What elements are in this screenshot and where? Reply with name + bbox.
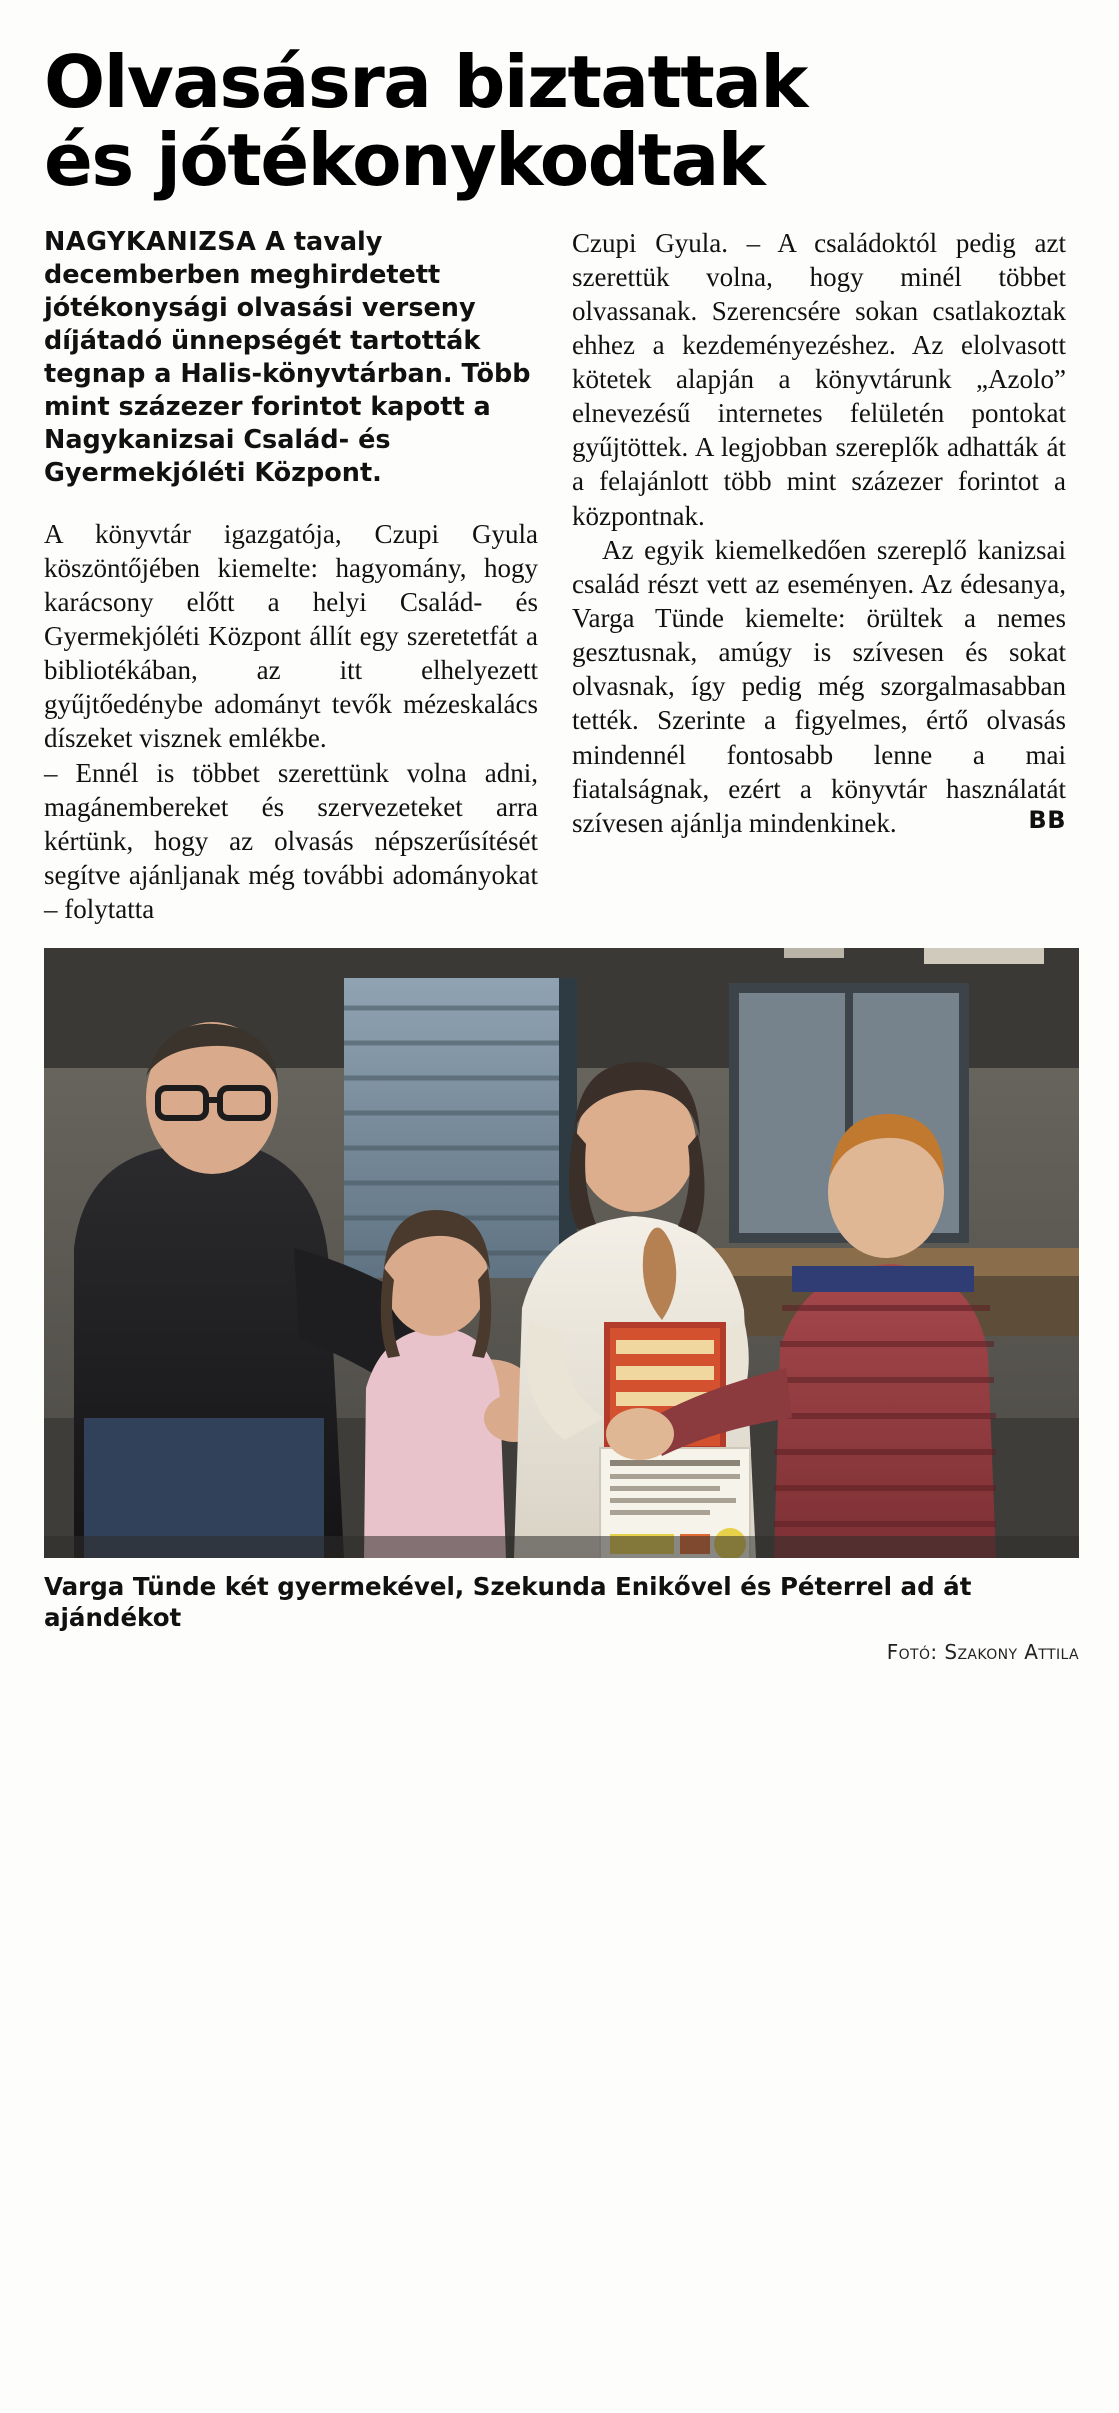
- photo-credit: [44, 1640, 1079, 1664]
- photo-figure: [44, 948, 1079, 1558]
- dateline-kicker: NAGYKANIZSA: [44, 226, 257, 257]
- column-right: [572, 226, 1066, 927]
- photo-credit-name: Szakony Attila: [944, 1640, 1079, 1665]
- headline-line-2: és jótékonykodtak: [44, 117, 765, 202]
- lead-paragraph: [44, 226, 538, 491]
- photo-illustration: [44, 948, 1079, 1558]
- page-title: [0, 0, 1119, 200]
- right-paragraph-2: Az egyik kiemelkedően szereplő kanizsai család részt vett az eseményen. Az édesanya, Varga Tünde kiemelte: örültek a nemes gesztusnak, amúgy is szívesen és sokat olvasnak, így pedig még szorgalmasabban tették. Szerinte a figyelmes, értő olvasás mindennél fontosabb lenne a mai fiatalságnak, ezért a könyvtár használatát szívesen ajánlja mindenkinek.: [572, 534, 1066, 838]
- photo-credit-label: Fotó:: [886, 1640, 938, 1665]
- left-paragraph-1: A könyvtár igazgatója, Czupi Gyula köszöntőjében kiemelte: hagyomány, hogy karácsony előtt a helyi Család- és Gyermekjóléti Központ állít egy szeretetfát a bibliotékában, az itt elhelyezett gyűjtőedénybe adományt tevők mézeskalács díszeket visznek emlékbe.: [44, 518, 538, 754]
- lead-text: A tavaly decemberben meghirdetett jótékonysági olvasási verseny díjátadó ünnepségét tartották tegnap a Halis-könyvtárban. Több mint százezer forintot kapott a Nagykanizsai Család- és Gyermekjóléti Központ.: [44, 226, 531, 489]
- right-paragraph-1: Czupi Gyula. – A családoktól pedig azt szerettük volna, hogy minél többet olvassanak. Szerencsére sokan csatlakoztak ehhez a kezdeményezéshez. Az elolvasott kötetek alapján a könyvtárunk „Azolo” elnevezésű internetes felületén pontokat gyűjtöttek. A legjobban szereplők adhatták át a felajánlott több mint százezer forintot a központnak.: [572, 227, 1066, 531]
- left-paragraph-2: – Ennél is többet szerettünk volna adni, magánembereket és szervezeteket arra kértünk, hogy az olvasás népszerűsítését segítve ajánljanak még további adományokat – folytatta: [44, 757, 538, 925]
- article-photo: [44, 948, 1079, 1558]
- author-initials: BB: [1028, 806, 1066, 835]
- headline-line-1: Olvasásra biztattak: [44, 40, 807, 124]
- column-left: [44, 226, 538, 927]
- article-columns: [0, 200, 1119, 927]
- photo-caption: Varga Tünde két gyermekével, Szekunda Enikővel és Péterrel ad át ajándékot: [44, 1572, 972, 1633]
